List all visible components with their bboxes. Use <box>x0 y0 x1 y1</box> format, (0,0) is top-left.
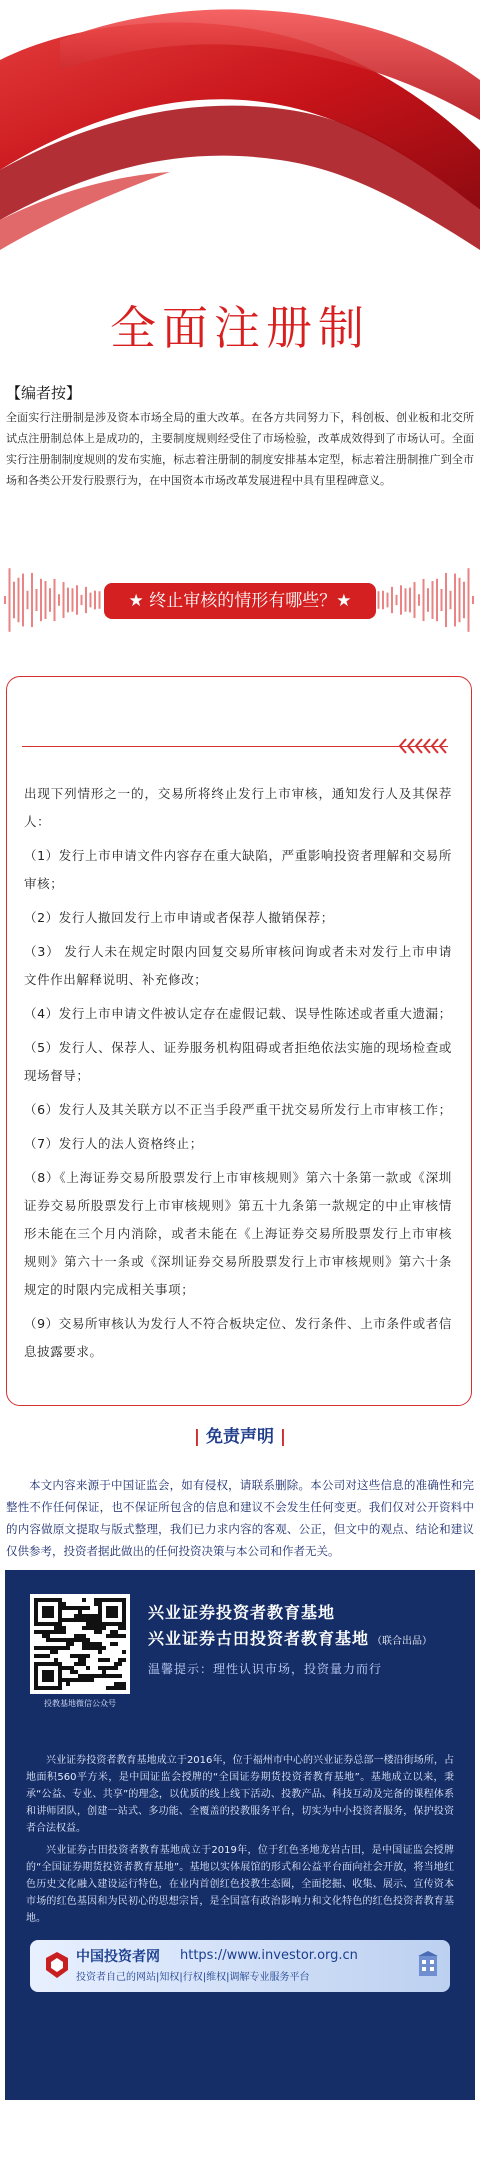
qr-module <box>118 1662 122 1666</box>
qr-module <box>58 1630 62 1634</box>
qr-module <box>78 1662 82 1666</box>
wave-bar <box>387 593 389 608</box>
qr-module <box>102 1626 106 1630</box>
qr-module <box>82 1642 86 1646</box>
qr-module <box>90 1614 94 1618</box>
qr-module <box>46 1646 50 1650</box>
wave-bar <box>418 594 420 605</box>
qr-module <box>90 1622 94 1626</box>
qr-module <box>114 1674 118 1678</box>
condition-item: （9）交易所审核认为发行人不符合板块定位、发行条件、上市条件或者信息披露要求。 <box>24 1316 452 1359</box>
qr-module <box>38 1646 42 1650</box>
qr-module <box>74 1614 78 1618</box>
condition-item: （2）发行人撤回发行上市申请或者保荐人撤销保荐； <box>24 910 334 925</box>
qr-module <box>70 1666 74 1670</box>
qr-module <box>62 1638 66 1642</box>
qr-module <box>58 1626 62 1630</box>
hero-title: 全面注册制 <box>110 301 370 355</box>
qr-module <box>50 1646 54 1650</box>
wave-bar <box>49 588 51 612</box>
qr-module <box>78 1654 82 1658</box>
qr-module <box>74 1678 78 1682</box>
qr-module <box>98 1642 102 1646</box>
qr-module <box>34 1654 38 1658</box>
qr-module <box>102 1674 106 1678</box>
qr-module <box>54 1638 58 1642</box>
footer-tip: 温馨提示：理性认识市场，投资量力而行 <box>148 1662 383 1676</box>
qr-module <box>70 1642 74 1646</box>
qr-module <box>90 1674 94 1678</box>
qr-module <box>110 1630 114 1634</box>
qr-module <box>78 1618 82 1622</box>
wave-bar <box>27 591 29 609</box>
qr-module <box>90 1678 94 1682</box>
condition-item: （1）发行上市申请文件内容存在重大缺陷，严重影响投资者理解和交易所审核； <box>24 848 452 891</box>
qr-module <box>62 1626 66 1630</box>
qr-module <box>58 1638 62 1642</box>
condition-item: （6）发行人及其关联方以不正当手段严重干扰交易所发行上市审核工作； <box>24 1102 452 1117</box>
qr-module <box>114 1686 118 1690</box>
qr-module <box>110 1642 114 1646</box>
wave-bar <box>58 594 60 605</box>
disclaimer-title-text: 免责声明 <box>206 1427 274 1447</box>
wave-bar <box>459 578 461 623</box>
qr-module <box>78 1614 82 1618</box>
qr-module <box>122 1682 126 1686</box>
qr-module <box>70 1670 74 1674</box>
wave-bar <box>99 591 101 609</box>
qr-module <box>94 1646 98 1650</box>
wave-bar <box>72 588 74 611</box>
qr-module <box>46 1634 50 1638</box>
qr-module <box>54 1658 58 1662</box>
qr-module <box>74 1634 78 1638</box>
qr-module <box>94 1622 98 1626</box>
qr-module <box>34 1646 38 1650</box>
qr-module <box>98 1630 102 1634</box>
wave-bar <box>85 587 87 613</box>
qr-module <box>78 1610 82 1614</box>
qr-module <box>46 1638 50 1642</box>
qr-module <box>38 1654 42 1658</box>
qr-module <box>98 1666 102 1670</box>
building-icon <box>416 1950 440 1980</box>
qr-module <box>50 1650 54 1654</box>
condition-item: （3） 发行人未在规定时限内回复交易所审核问询或者未对发行上市申请文件作出解释说明、补充修改； <box>24 944 452 987</box>
qr-module <box>78 1678 82 1682</box>
investor-logo-icon <box>44 1950 70 1980</box>
footer-paragraph-2: 兴业证券古田投资者教育基地成立于2019年，位于红色圣地龙岩古田，是中国证监会授牌的“全国证券期货投资者教育基地”。基地以实体展馆的形式和公益平台面向社会开放，将当地红色历史文化融入建设运行特色，在业内首创红色投教生态圈，全面挖掘、收集、展示、宣传资本市场的红色基因和为民初心的思想宗旨，是全国富有政治影响力和文化特色的红色投资者教育基地。 <box>26 1845 454 1924</box>
wave-bar <box>396 595 398 605</box>
qr-module <box>50 1630 54 1634</box>
wave-bar <box>450 591 452 609</box>
qr-module <box>62 1666 66 1670</box>
qr-module <box>90 1646 94 1650</box>
qr-module <box>82 1638 86 1642</box>
wave-bar <box>36 589 38 611</box>
qr-module <box>98 1658 102 1662</box>
wave-bar <box>13 582 15 619</box>
qr-module <box>54 1630 58 1634</box>
question-pill: ★ 终止审核的情形有哪些？★ <box>104 583 376 619</box>
condition-item: （5）发行人、保荐人、证券服务机构阻碍或者拒绝依法实施的现场检查或现场督导； <box>24 1040 452 1083</box>
qr-module <box>78 1606 82 1610</box>
qr-module <box>66 1682 70 1686</box>
qr-module <box>122 1686 126 1690</box>
wave-bar <box>423 579 425 621</box>
qr-module <box>106 1658 110 1662</box>
qr-module <box>122 1658 126 1662</box>
qr-module <box>66 1618 70 1622</box>
qr-module <box>118 1634 122 1638</box>
qr-module <box>118 1658 122 1662</box>
qr-module <box>110 1674 114 1678</box>
qr-module <box>86 1638 90 1642</box>
qr-module <box>110 1634 114 1638</box>
qr-module <box>78 1638 82 1642</box>
qr-module <box>94 1630 98 1634</box>
qr-module <box>38 1630 42 1634</box>
qr-module <box>118 1686 122 1690</box>
qr-module <box>58 1646 62 1650</box>
site-url[interactable]: https://www.investor.org.cn <box>180 1948 358 1963</box>
qr-module <box>82 1626 86 1630</box>
conditions-text <box>24 780 452 1372</box>
qr-module <box>62 1678 66 1682</box>
wave-bar <box>400 585 402 614</box>
qr-module <box>66 1646 70 1650</box>
qr-module <box>98 1646 102 1650</box>
wave-bar <box>432 581 434 619</box>
qr-module <box>110 1666 114 1670</box>
qr-module <box>90 1618 94 1622</box>
qr-module <box>122 1634 126 1638</box>
qr-module <box>46 1630 50 1634</box>
qr-module <box>122 1650 126 1654</box>
wave-bar <box>31 573 33 627</box>
qr-module <box>74 1618 78 1622</box>
qr-module <box>78 1634 82 1638</box>
qr-module <box>70 1654 74 1658</box>
qr-module <box>62 1646 66 1650</box>
qr-module <box>106 1666 110 1670</box>
wave-bar <box>391 587 393 613</box>
qr-module <box>98 1626 102 1630</box>
qr-module <box>102 1658 106 1662</box>
qr-module <box>62 1602 66 1606</box>
qr-module <box>78 1658 82 1662</box>
qr-module <box>86 1614 90 1618</box>
site-name[interactable]: 中国投资者网 <box>76 1949 160 1965</box>
qr-module <box>90 1642 94 1646</box>
qr-module <box>106 1674 110 1678</box>
condition-item: （7）发行人的法人资格终止； <box>24 1136 203 1151</box>
qr-module <box>86 1678 90 1682</box>
qr-module <box>94 1618 98 1622</box>
footer-paragraph-1: 兴业证券投资者教育基地成立于2016年，位于福州市中心的兴业证券总部一楼沿街场所，占地面积560平方米，是中国证监会授牌的“全国证券期货投资者教育基地”。基地成立以来，秉承“公益、专业、共享”的理念，以优质的线上线下活动、投教产品、科技互动及完备的课程体系和讲师团队，创建一站式、多功能、全覆盖的投教服务平台，切实为中小投资者服务，保护投资者合法权益。 <box>26 1755 454 1834</box>
wave-bar <box>45 581 47 619</box>
qr-module <box>62 1606 66 1610</box>
qr-module <box>66 1666 70 1670</box>
qr-module <box>86 1674 90 1678</box>
qr-module <box>50 1638 54 1642</box>
bars-left-icon: | <box>193 1427 206 1447</box>
qr-module <box>42 1606 54 1618</box>
wave-bar <box>468 568 470 632</box>
wave-bar <box>441 589 443 611</box>
qr-module <box>86 1618 90 1622</box>
wave-bar <box>67 588 69 613</box>
qr-module <box>74 1662 78 1666</box>
qr-module <box>118 1674 122 1678</box>
qr-caption: 投教基地微信公众号 <box>44 1699 116 1708</box>
wave-bar <box>405 588 407 611</box>
condition-item: （8）《上海证券交易所股票发行上市审核规则》第六十条第一款或《深圳证券交易所股票发行上市审核规则》第五十九条第一款规定的中止审核情形未能在三个月内消除，或者未能在《上海证券交易所股票发行上市审核规则》第六十一条或《深圳证券交易所股票发行上市审核规则》第六十条规定的时限内完成相关事项； <box>24 1170 452 1297</box>
wave-bar <box>76 585 78 614</box>
footer-title-1: 兴业证券投资者教育基地 <box>148 1603 336 1622</box>
wave-bar <box>378 591 380 609</box>
wave-bar <box>436 579 438 621</box>
qr-module <box>54 1646 58 1650</box>
qr-module <box>94 1598 98 1602</box>
qr-module <box>114 1642 118 1646</box>
hero-banner <box>0 0 480 370</box>
qr-module <box>86 1642 90 1646</box>
wave-bar <box>427 588 429 612</box>
condition-item: （4）发行上市申请文件被认定存在虚假记载、误导性陈述或者重大遗漏； <box>24 1006 452 1021</box>
qr-module <box>118 1682 122 1686</box>
box-divider <box>22 746 448 747</box>
wave-bar <box>4 596 6 604</box>
site-subtitle: 投资者自己的网站|知权|行权|维权|调解专业服务平台 <box>76 1972 310 1983</box>
qr-module <box>66 1678 70 1682</box>
qr-module <box>70 1618 74 1622</box>
qr-module <box>114 1662 118 1666</box>
qr-module <box>42 1630 46 1634</box>
qr-module <box>114 1666 118 1670</box>
qr-module <box>106 1606 118 1618</box>
qr-module <box>102 1670 106 1674</box>
wave-bar <box>94 591 96 610</box>
qr-module <box>94 1602 98 1606</box>
disclaimer-body: 本文内容来源于中国证监会，如有侵权，请联系删除。本公司对这些信息的准确性和完整性不作任何保证，也不保证所包含的信息和建议不会发生任何变更。我们仅对公开资料中的内容做原文提取与版式整理，我们已力求内容的客观、公正，但文中的观点、结论和建议仅供参考，投资者据此做出的任何投资决策与本公司和作者无关。 <box>6 1478 474 1558</box>
footer-coop-note: （联合出品） <box>372 1636 432 1647</box>
qr-module <box>74 1654 78 1658</box>
qr-module <box>114 1682 118 1686</box>
wave-bar <box>445 573 447 627</box>
editor-label: 【编者按】 <box>6 384 82 402</box>
bars-right-icon: | <box>274 1427 287 1447</box>
wave-bar <box>22 574 24 627</box>
qr-module <box>82 1634 86 1638</box>
qr-module <box>70 1678 74 1682</box>
qr-module <box>82 1606 86 1610</box>
qr-module <box>86 1666 90 1670</box>
wave-bar <box>9 568 11 632</box>
qr-module <box>46 1654 50 1658</box>
qr-module <box>34 1630 38 1634</box>
qr-module <box>66 1606 70 1610</box>
qr-module <box>122 1626 126 1630</box>
qr-code-icon <box>30 1594 130 1694</box>
qr-module <box>86 1606 90 1610</box>
qr-module <box>70 1606 74 1610</box>
qr-module <box>82 1598 86 1602</box>
qr-module <box>82 1658 86 1662</box>
wave-bar <box>463 582 465 619</box>
wave-bar <box>54 579 56 621</box>
disclaimer-title <box>0 1422 480 1447</box>
qr-module <box>114 1630 118 1634</box>
qr-module <box>86 1626 90 1630</box>
qr-module <box>42 1646 46 1650</box>
qr-module <box>90 1626 94 1630</box>
qr-module <box>114 1634 118 1638</box>
qr-module <box>94 1626 98 1630</box>
wave-bar <box>382 591 384 610</box>
wave-bar <box>40 579 42 621</box>
qr-module <box>94 1674 98 1678</box>
wave-bar <box>409 588 411 613</box>
qr-module <box>78 1674 82 1678</box>
qr-module <box>82 1678 86 1682</box>
wave-bar <box>63 582 65 618</box>
wave-bar <box>90 593 92 608</box>
qr-module <box>102 1646 106 1650</box>
wave-bar <box>81 595 83 605</box>
qr-module <box>94 1642 98 1646</box>
qr-module <box>98 1674 102 1678</box>
qr-module <box>110 1686 114 1690</box>
qr-module <box>86 1646 90 1650</box>
qr-module <box>82 1654 86 1658</box>
qr-module <box>74 1638 78 1642</box>
qr-module <box>66 1638 70 1642</box>
qr-module <box>106 1686 110 1690</box>
qr-module <box>118 1626 122 1630</box>
qr-module <box>94 1614 98 1618</box>
conditions-intro: 出现下列情形之一的，交易所将终止发行上市审核，通知发行人及其保荐人： <box>24 786 452 829</box>
qr-module <box>86 1622 90 1626</box>
editor-body: 全面实行注册制是涉及资本市场全局的重大改革。在各方共同努力下，科创板、创业板和北交所试点注册制总体上是成功的，主要制度规则经受住了市场检验，改革成效得到了市场认可。全面实行注册制制度规则的发布实施，标志着注册制的制度安排基本定型，标志着注册制推广到全市场和各类公开发行股票行为，在中国资本市场改革发展进程中具有里程碑意义。 <box>6 411 474 487</box>
wave-bar <box>472 596 474 604</box>
qr-module <box>66 1642 70 1646</box>
qr-module <box>98 1650 102 1654</box>
wave-bar <box>414 582 416 618</box>
qr-module <box>42 1654 46 1658</box>
qr-module <box>62 1618 66 1622</box>
qr-module <box>82 1646 86 1650</box>
qr-module <box>74 1670 78 1674</box>
wave-bar <box>18 578 20 623</box>
footer-title-2: 兴业证券古田投资者教育基地 <box>148 1629 370 1648</box>
qr-module <box>82 1662 86 1666</box>
editor-note <box>6 382 474 491</box>
qr-module <box>82 1614 86 1618</box>
qr-module <box>42 1670 54 1682</box>
wave-bar <box>454 574 456 627</box>
qr-module <box>74 1606 78 1610</box>
qr-module <box>102 1666 106 1670</box>
qr-module <box>62 1630 66 1634</box>
qr-module <box>54 1650 58 1654</box>
qr-module <box>86 1654 90 1658</box>
qr-module <box>82 1674 86 1678</box>
qr-module <box>42 1634 46 1638</box>
qr-module <box>54 1626 58 1630</box>
qr-module <box>106 1634 110 1638</box>
qr-module <box>70 1638 74 1642</box>
qr-module <box>82 1618 86 1622</box>
